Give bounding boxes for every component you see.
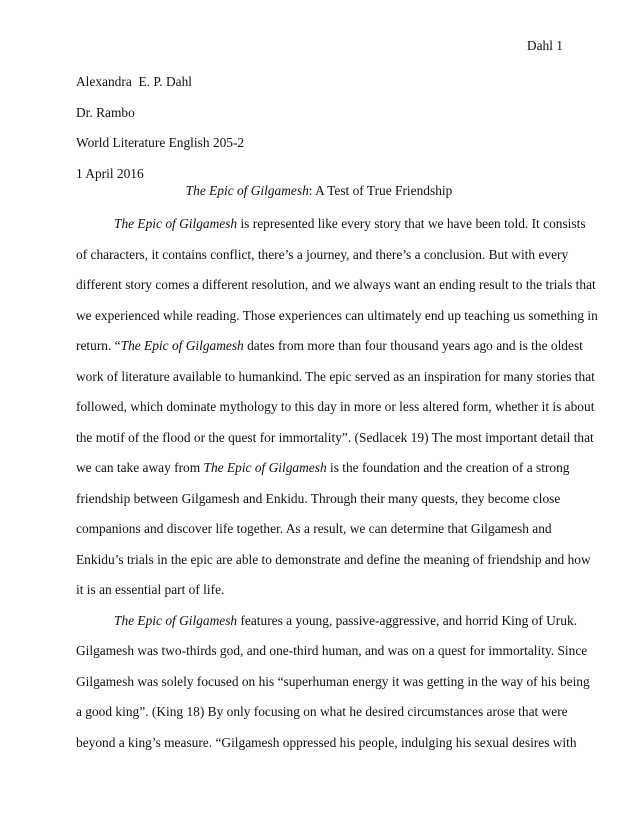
paragraph-text: dates from more than four thousand years ago and is the oldest xyxy=(243,338,583,353)
paragraph1-line12: Enkidu’s trials in the epic are able to demonstrate and define the meaning of friendship and how xyxy=(76,551,591,567)
essay-title xyxy=(76,183,562,199)
work-title-italic: The Epic of Gilgamesh xyxy=(114,612,238,628)
paragraph2-line4: a good king”. (King 18) By only focusing on what he desired circumstances arose that were xyxy=(76,704,568,719)
paragraph1-line7: followed, which dominate mythology to this day in more or less altered form, whether it is about xyxy=(76,399,595,414)
paragraph1-line10: friendship between Gilgamesh and Enkidu. Through their many quests, they become close xyxy=(76,490,561,506)
paragraph1-line9 xyxy=(76,458,570,489)
author-name: Alexandra E. P. Dahl xyxy=(76,74,193,89)
paragraph2-line1 xyxy=(76,611,577,642)
paragraph1-line3: different story comes a different resolution, and we always want an ending result to the trials that xyxy=(76,277,596,292)
paragraph1-line13: it is an essential part of life. xyxy=(76,582,225,597)
work-title-italic: The Epic of Gilgamesh xyxy=(114,216,238,231)
title-rest: : A Test of True Friendship xyxy=(308,183,453,198)
work-title-italic: The Epic of Gilgamesh xyxy=(203,460,327,475)
instructor-name: Dr. Rambo xyxy=(76,104,135,120)
title-italic: The Epic of Gilgamesh xyxy=(185,183,309,198)
paragraph-text: is the foundation and the creation of a strong xyxy=(326,460,570,475)
mla-heading xyxy=(76,72,566,194)
date: 1 April 2016 xyxy=(76,165,144,181)
paragraph1-line4: we experienced while reading. Those experiences can ultimately end up teaching us something in xyxy=(76,307,598,323)
essay-body xyxy=(76,214,598,763)
paragraph-text: return. “ xyxy=(76,338,121,353)
paragraph1-line8: the motif of the flood or the quest for immortality”. (Sedlacek 19) The most important detail that xyxy=(76,429,594,445)
paragraph1-line11: companions and discover life together. As a result, we can determine that Gilgamesh and xyxy=(76,521,552,536)
paragraph1-line2: of characters, it contains conflict, there’s a journey, and there’s a conclusion. But with every xyxy=(76,246,569,262)
work-title-italic: The Epic of Gilgamesh xyxy=(120,338,244,353)
paragraph-text: is represented like every story that we have been told. It consists xyxy=(237,216,586,231)
paragraph2-line3: Gilgamesh was solely focused on his “superhuman energy it was getting in the way of his being xyxy=(76,673,590,689)
running-header-page-number: Dahl 1 xyxy=(526,38,563,53)
course-name: World Literature English 205-2 xyxy=(76,135,245,150)
paragraph1-line1 xyxy=(76,214,586,245)
paragraph2-line2: Gilgamesh was two-thirds god, and one-third human, and was on a quest for immortality. Since xyxy=(76,643,588,658)
paragraph1-line6: work of literature available to humankind. The epic served as an inspiration for many stories that xyxy=(76,368,595,384)
paragraph-text: we can take away from xyxy=(76,460,204,475)
paragraph2-line5: beyond a king’s measure. “Gilgamesh oppressed his people, indulging his sexual desires with xyxy=(76,734,577,750)
paragraph1-line5 xyxy=(76,336,583,367)
paragraph-text: features a young, passive-aggressive, and horrid King of Uruk. xyxy=(237,612,577,628)
